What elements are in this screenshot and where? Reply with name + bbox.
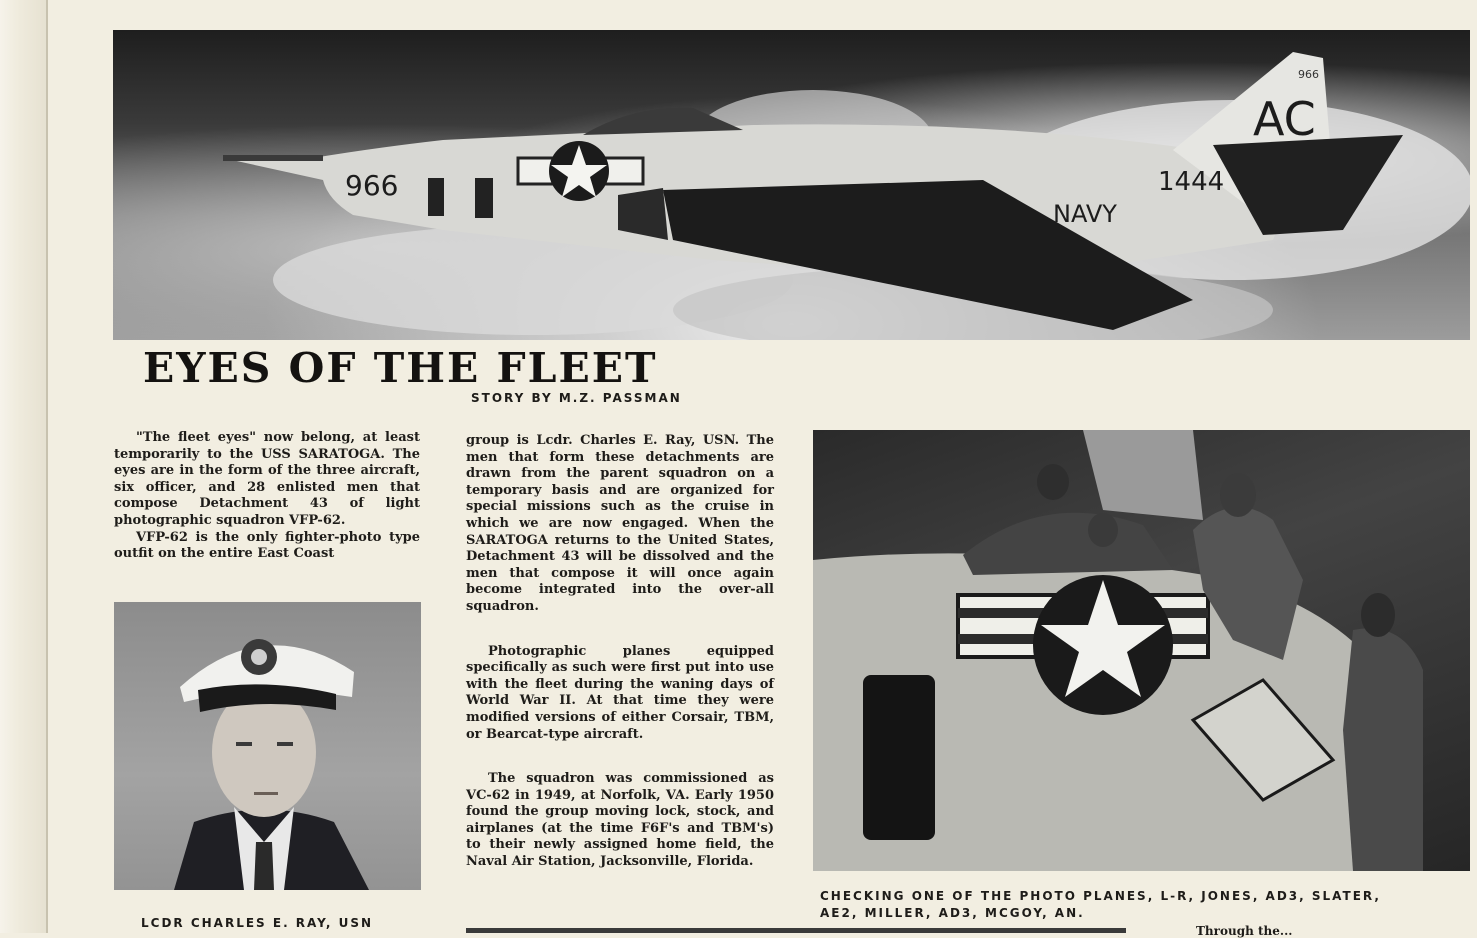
- column1-paragraph: VFP-62 is the only fighter-photo type outfit on the entire East Coast: [114, 529, 420, 562]
- hero-bureau-number: 1444: [1158, 167, 1225, 197]
- column2-paragraph: The squadron was commissioned as VC-62 in 1949, at Norfolk, VA. Early 1950 found the group moving lock, stock, and airplanes (at the time F6F's and TBM's) to their newly assigned home field, the Naval Air Station, Jacksonville, Florida.: [466, 771, 774, 870]
- deck-photo-caption: [820, 888, 1381, 922]
- portrait-photo: [114, 602, 421, 890]
- column2-paragraph: Photographic planes equipped specifically as such were first put into use with the fleet during the waning days of World War II. At that time they were modified versions of either Corsair, TBM, or Bearcat-type aircraft.: [466, 643, 774, 742]
- column1-paragraph: "The fleet eyes" now belong, at least temporarily to the USS SARATOGA. The eyes are in the form of the three aircraft, six officer, and 28 enlisted men that compose Detachment 43 of light photographic squadron VFP-62.: [114, 430, 420, 528]
- hero-fuselage-text: NAVY: [1053, 200, 1117, 228]
- article-column-2: [466, 433, 774, 871]
- hero-photo-fighter-jet: [113, 30, 1470, 340]
- article-byline: STORY BY M.Z. PASSMAN: [471, 391, 682, 405]
- portrait-caption: LCDR CHARLES E. RAY, USN: [141, 916, 374, 930]
- article-headline: EYES OF THE FLEET: [143, 344, 658, 392]
- article-column-1: [114, 430, 420, 563]
- bottom-photo-edge: [466, 928, 1126, 933]
- hero-tail-code: AC: [1253, 92, 1316, 146]
- hero-tail-small-number: 966: [1298, 68, 1319, 81]
- deck-caption-line-2: AE2, MILLER, AD3, MCGOY, AN.: [820, 906, 1085, 920]
- page-binding-edge: [0, 0, 48, 933]
- column2-paragraph: group is Lcdr. Charles E. Ray, USN. The men that form these detachments are drawn from the parent squadron on a temporary basis and are organized for special missions such as the cruise in which we are now engaged. When the SARATOGA returns to the United States, Detachment 43 will be dissolved and the men that compose it will once again become integrated into the over-all squadron.: [466, 433, 774, 614]
- hero-nose-number: 966: [345, 169, 399, 202]
- deck-caption-line-1: CHECKING ONE OF THE PHOTO PLANES, L-R, JONES, AD3, SLATER,: [820, 889, 1381, 903]
- deck-photo-crew-checking-plane: [813, 430, 1470, 871]
- continuation-text: Through the...: [1196, 924, 1293, 938]
